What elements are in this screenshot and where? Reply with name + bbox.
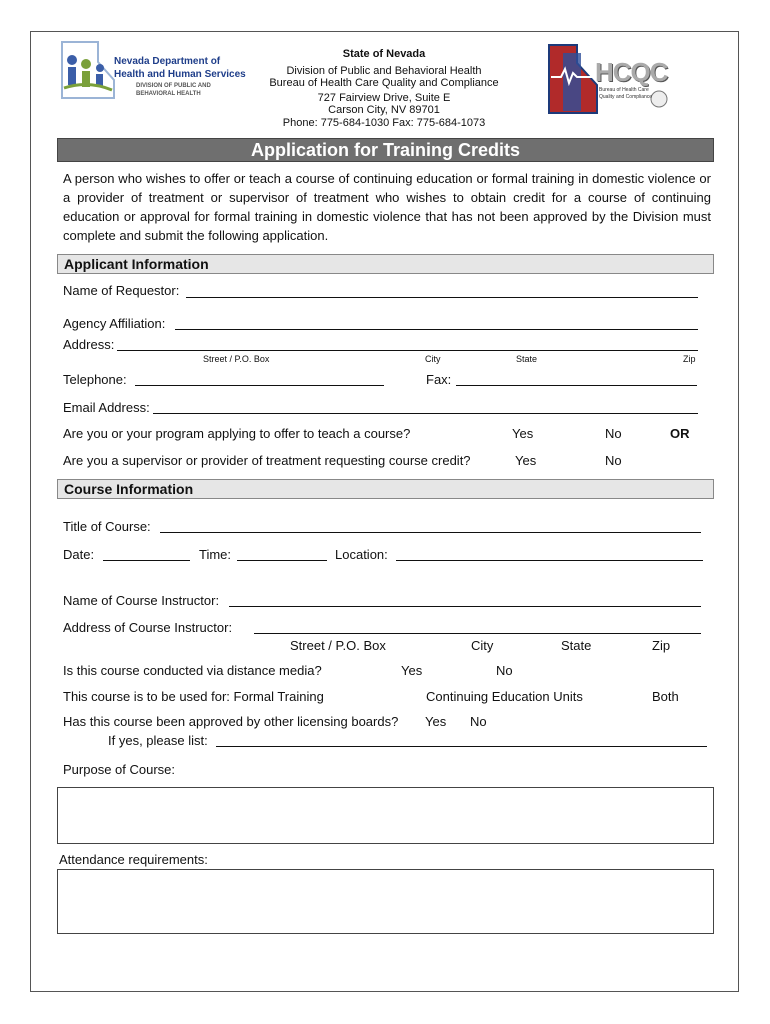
instructor-label: Name of Course Instructor: [63,593,220,608]
address-city-caption: City [425,354,441,364]
instructor-address-label: Address of Course Instructor: [63,620,233,635]
approved-no[interactable]: No [470,714,487,729]
used-for-ceu[interactable]: Continuing Education Units [426,689,583,704]
logo-line-1: Nevada Department of [114,56,221,67]
telephone-label: Telephone: [63,372,127,387]
fax-field[interactable] [456,385,697,386]
location-field[interactable] [396,560,703,561]
q-teach-course: Are you or your program applying to offer to teach a course? [63,426,411,441]
header-block [234,48,534,129]
if-yes-field[interactable] [216,746,707,747]
address-field[interactable] [117,350,698,351]
hcqc-abbr: HCQC [595,57,668,87]
telephone-field[interactable] [135,385,384,386]
instructor-field[interactable] [229,606,701,607]
fax-label: Fax: [426,372,452,387]
address-zip-caption: Zip [683,354,696,364]
address-label: Address: [63,337,115,352]
instr-state-caption: State [561,638,592,653]
attendance-textarea[interactable] [57,869,714,934]
or-label: OR [670,426,690,441]
if-yes-label: If yes, please list: [108,733,208,748]
used-for-both[interactable]: Both [652,689,679,704]
used-for-formal-training[interactable]: This course is to be used for: Formal Training [63,689,324,704]
distance-no[interactable]: No [496,663,513,678]
purpose-label: Purpose of Course: [63,762,176,777]
header-bureau: Bureau of Health Care Quality and Compliance [269,77,499,89]
q-credit-no[interactable]: No [605,453,622,468]
instr-street-caption: Street / P.O. Box [290,638,386,653]
purpose-textarea[interactable] [57,787,714,844]
instr-zip-caption: Zip [652,638,671,653]
q-course-credit: Are you a supervisor or provider of treatment requesting course credit? [63,453,471,468]
nevada-dhhs-logo [58,40,246,110]
instructor-address-field[interactable] [254,633,701,634]
q-approved-boards: Has this course been approved by other licensing boards? [63,714,399,729]
q-teach-no[interactable]: No [605,426,622,441]
time-field[interactable] [237,560,327,561]
email-field[interactable] [153,413,698,414]
logo-line-3: DIVISION OF PUBLIC AND [136,83,211,89]
q-teach-yes[interactable]: Yes [512,426,534,441]
section-course-heading: Course Information [57,479,714,499]
logo-line-2: Health and Human Services [114,69,246,80]
email-label: Email Address: [63,400,150,415]
hcqc-sub-2: Quality and Compliance [599,94,653,100]
header-phone: Phone: 775-684-1030 Fax: 775-684-1073 [282,116,486,129]
name-field[interactable] [186,297,698,298]
intro-paragraph: A person who wishes to offer or teach a course of continuing education or formal training in domestic violence or a provider of treatment or supervisor of treatment who wishes to obtain credit for a course of continuing education or approval for formal training in domestic violence that has not been approved by the Division must complete and submit the following application. [63,171,711,243]
location-label: Location: [335,547,388,562]
dhhs-emblem-icon [58,40,118,102]
time-label: Time: [199,547,232,562]
hcqc-logo [547,43,682,115]
address-street-caption: Street / P.O. Box [203,354,270,364]
instr-city-caption: City [471,638,494,653]
course-title-field[interactable] [160,532,701,533]
q-credit-yes[interactable]: Yes [515,453,537,468]
hcqc-sub-1: Bureau of Health Care [599,87,649,93]
distance-yes[interactable]: Yes [401,663,423,678]
header-address-2: Carson City, NV 89701 [328,104,440,116]
q-distance-media: Is this course conducted via distance media? [63,663,322,678]
agency-label: Agency Affiliation: [63,316,166,331]
approved-yes[interactable]: Yes [425,714,447,729]
page-title: Application for Training Credits [57,138,714,162]
header-division: Division of Public and Behavioral Health [286,64,482,77]
course-title-label: Title of Course: [63,519,151,534]
logo-line-4: BEHAVIORAL HEALTH [136,91,201,97]
address-state-caption: State [516,354,538,364]
agency-field[interactable] [175,329,698,330]
date-field[interactable] [103,560,190,561]
name-label: Name of Requestor: [63,283,180,298]
date-label: Date: [63,547,95,562]
section-applicant-heading: Applicant Information [57,254,714,274]
attendance-label: Attendance requirements: [59,852,208,867]
header-address-1: 727 Fairview Drive, Suite E [317,91,451,104]
header-state: State of Nevada [342,48,426,60]
